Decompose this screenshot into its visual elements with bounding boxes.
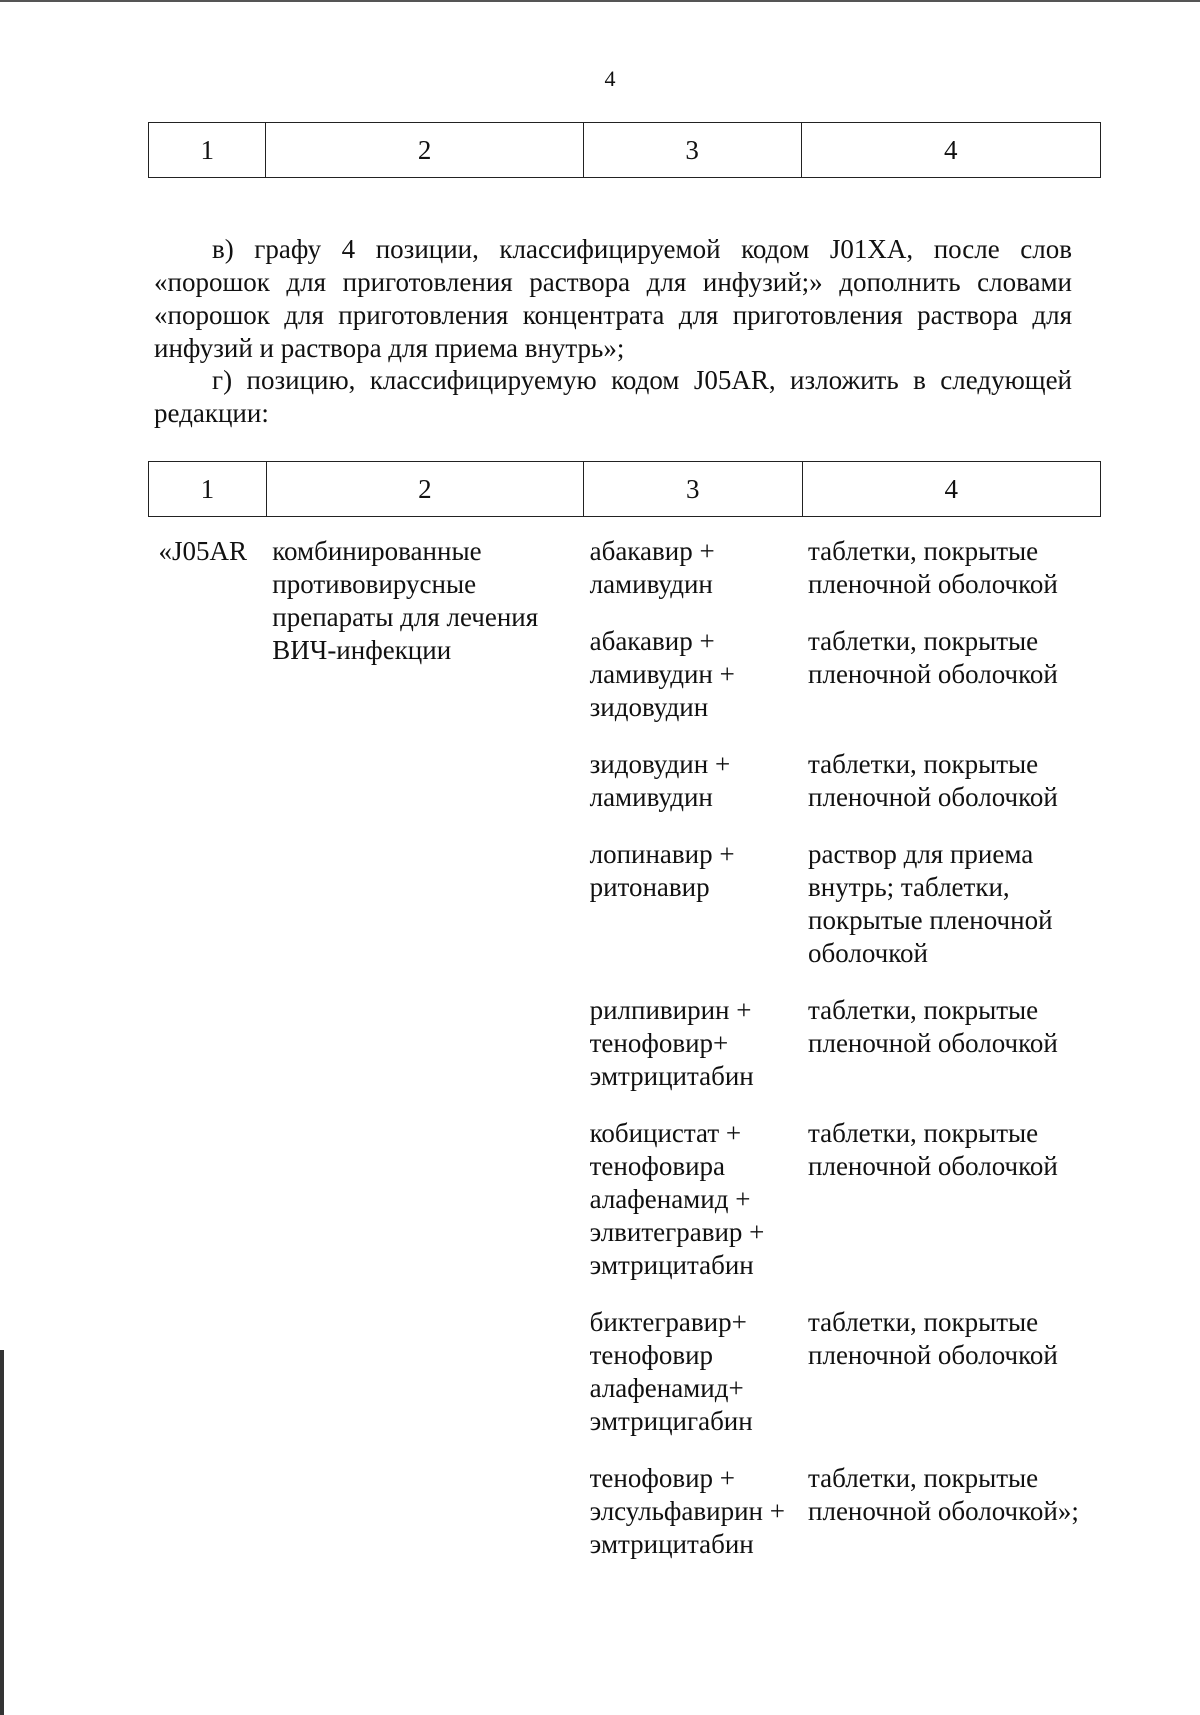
drug-list-table [148, 461, 1101, 1561]
dosage-form: раствор для приема внутрь; таблетки, покрытые пленочной оболочкой [808, 839, 1053, 968]
scan-left-edge [0, 1350, 4, 1715]
paragraph-g: г) позицию, классифицируемую кодом J05AR, изложить в следующей редакции: [154, 365, 1072, 428]
page-number: 4 [604, 66, 616, 91]
inn-name: тенофовир + элсульфавирин + эмтрицитабин [589, 1463, 785, 1559]
inn-name: абакавир + ламивудин [589, 536, 715, 599]
dosage-form: таблетки, покрытые пленочной оболочкой [808, 995, 1058, 1058]
column-numbers-table [148, 122, 1101, 178]
paragraph-v: в) графу 4 позиции, классифицируемой кодом J01XA, после слов «порошок для приготовления раствора для инфузий;» дополнить словами «порошок для приготовления концентрата для приготовления раствора для инфузий и раствора для приема внутрь»; [154, 234, 1072, 363]
inn-name: абакавир + ламивудин + зидовудин [589, 626, 735, 722]
inn-name: рилпивирин + тенофовир+ эмтрицитабин [589, 995, 754, 1091]
table-row [149, 517, 1101, 626]
table-header-row [149, 462, 1101, 517]
drug-group: комбинированные противовирусные препараты для лечения ВИЧ-инфекции [272, 536, 539, 665]
inn-name: зидовудин + ламивудин [589, 749, 731, 812]
dosage-form: таблетки, покрытые пленочной оболочкой»; [808, 1463, 1079, 1526]
inn-name: кобицистат + тенофовира алафенамид + элвитегравир + эмтрицитабин [589, 1118, 765, 1280]
inn-name: лопинавир + ритонавир [589, 839, 735, 902]
dosage-form: таблетки, покрытые пленочной оболочкой [808, 536, 1058, 599]
dosage-form: таблетки, покрытые пленочной оболочкой [808, 1307, 1058, 1370]
inn-name: биктегравир+ тенофовир алафенамид+ эмтрицигабин [589, 1307, 753, 1436]
dosage-form: таблетки, покрытые пленочной оболочкой [808, 749, 1058, 812]
header-cell-1: 1 [149, 462, 267, 517]
col-num-1: 1 [149, 123, 266, 178]
header-cell-3: 3 [584, 462, 802, 517]
scan-top-edge [0, 0, 1200, 2]
atc-code: «J05AR [158, 536, 248, 566]
dosage-form: таблетки, покрытые пленочной оболочкой [808, 626, 1058, 689]
header-cell-2: 2 [266, 462, 583, 517]
col-num-3: 3 [583, 123, 801, 178]
col-num-4: 4 [801, 123, 1100, 178]
header-cell-4: 4 [802, 462, 1100, 517]
dosage-form: таблетки, покрытые пленочной оболочкой [808, 1118, 1058, 1181]
col-num-2: 2 [266, 123, 583, 178]
